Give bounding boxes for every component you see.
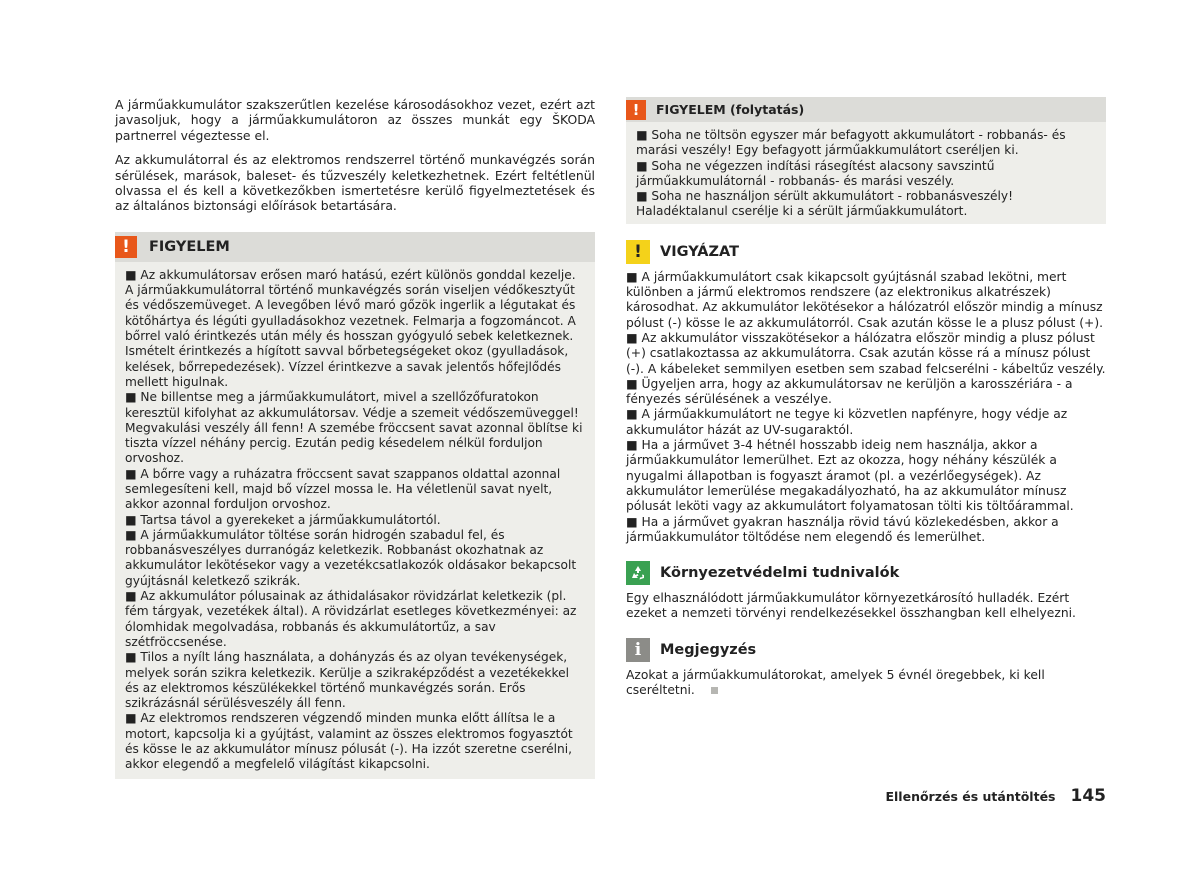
warning-item: ■ Ne billentse meg a járműakkumulátort, mivel a szellőzőfuratokon keresztül kifolyhat az akkumulátorsav. Védje a szemeit védőszemüveggel! Megvakulási veszély áll fenn! A szemébe fröccsent savat azonnal öblítse ki tiszta vízzel néhány percig. Ezután pedig késedelem nélkül forduljon orvoshoz. bbox=[125, 390, 583, 466]
footer-section: Ellenőrzés és utántöltés bbox=[885, 789, 1056, 804]
environment-header bbox=[626, 559, 1106, 587]
page-footer bbox=[885, 786, 1106, 806]
end-marker-icon bbox=[711, 687, 718, 694]
warning-title: FIGYELEM bbox=[149, 238, 230, 255]
warning-item: ■ A járműakkumulátor töltése során hidrogén szabadul fel, és robbanásveszélyes durranógáz keletkezik. Robbanást okozhatnak az akkumulátor lekötésekor vagy a vezetékcsatlakozók oldásakor bekapcsolt gyújtásnál keletkező szikrák. bbox=[125, 527, 577, 588]
warning-item: ■ Soha ne töltsön egyszer már befagyott akkumulátort - robbanás- és marási veszély! Egy befagyott járműakkumulátort cseréljen ki. bbox=[636, 128, 1066, 158]
intro-paragraph: Az akkumulátorral és az elektromos rendszerrel történő munkavégzés során sérülések, marások, baleset- és tűzveszély keletkezhetnek. Ezért feltétlenül olvassa el és kell a következőkben ismertetésre kerülő figyelmeztetések és az általános biztonsági előírások betartására. bbox=[115, 152, 595, 214]
warning-continued-body bbox=[626, 122, 1106, 224]
warning-continued-header bbox=[626, 97, 1106, 122]
caution-title: VIGYÁZAT bbox=[660, 243, 740, 260]
warning-item: ■ Az akkumulátorsav erősen maró hatású, ezért különös gonddal kezelje. A járműakkumulátorral történő munkavégzés során viseljen védőkesztyűt és védőszemüveget. A levegőben lévő maró gőzök ingerlik a légutakat és kötőhártya és légúti gyulladásokhoz vezetnek. Felmarja a fogzománcot. A bőrrel való érintkezés után mély és hosszan gyógyuló sebek keletkeznek. Ismételt érintkezés a hígított savval bőrbetegségeket okoz (gyulladások, kelések, bőrrepedezések). Vízzel érintkezve a savak jelentős hőfejlődés mellett higulnak. bbox=[125, 267, 576, 389]
caution-item: ■ Az akkumulátor visszakötésekor a hálózatra először mindig a plusz pólust (+) csatlakoztassa az akkumulátorra. Csak azután kösse rá a mínusz pólust (-). A kábeleket semmilyen esetben sem szabad felcserélni - kábeltűz veszély. bbox=[626, 330, 1106, 376]
info-icon: i bbox=[626, 638, 650, 662]
warning-item: ■ Tilos a nyílt láng használata, a dohányzás és az olyan tevékenységek, melyek során szikra keletkezik. Kerülje a szikraképződést a vezetékekkel és az elektromos készülékekkel történő munkavégzés során. Erős szikrázásnál sérülésveszély áll fenn. bbox=[125, 650, 569, 711]
caution-header bbox=[626, 238, 1106, 266]
warning-continued-box bbox=[626, 97, 1106, 224]
environment-body bbox=[626, 591, 1106, 622]
caution-item: ■ A járműakkumulátort csak kikapcsolt gyújtásnál szabad lekötni, mert különben a jármű elektromos rendszere (az elektronikus alkatrészek) károsodhat. Az akkumulátor lekötésekor a hálózatról először mindig a mínusz pólust (-) kösse le az akkumulátorról. Csak azután kösse le a plusz pólust (+). bbox=[626, 269, 1104, 330]
caution-item: ■ Ügyeljen arra, hogy az akkumulátorsav ne kerüljön a karosszériára - a fényezés sérülésének a veszélye. bbox=[626, 376, 1073, 407]
caution-body bbox=[626, 270, 1106, 545]
right-column bbox=[626, 97, 1106, 698]
warning-icon: ! bbox=[626, 100, 646, 120]
warning-item: ■ Soha ne használjon sérült akkumulátort - robbanásveszély! Haladéktalanul cserélje ki a sérült járműakkumulátort. bbox=[636, 189, 1014, 219]
warning-item: ■ Tartsa távol a gyerekeket a járműakkumulátortól. bbox=[125, 512, 441, 527]
note-title: Megjegyzés bbox=[660, 641, 757, 658]
note-header bbox=[626, 636, 1106, 664]
note-text-row bbox=[626, 668, 1106, 699]
environment-text: Egy elhasználódott járműakkumulátor környezetkárosító hulladék. Ezért ezeket a nemzeti törvényi rendelkezésekkel összhangban kell elhelyezni. bbox=[626, 591, 1076, 621]
warning-continued-title: FIGYELEM (folytatás) bbox=[656, 102, 805, 117]
caution-item: ■ Ha a járművet gyakran használja rövid távú közlekedésben, akkor a járműakkumulátor töltődése nem elegendő és lemerülhet. bbox=[626, 514, 1059, 544]
recycle-icon bbox=[626, 561, 650, 585]
intro-paragraph: A járműakkumulátor szakszerűtlen kezelése károsodásokhoz vezet, ezért azt javasoljuk, hogy a járműakkumulátoron az összes munkát egy ŠKODA partnerrel végeztesse el. bbox=[115, 97, 595, 143]
warning-item: ■ Az akkumulátor pólusainak az áthidalásakor rövidzárlat keletkezik (pl. fém tárgyak, vezetékek által). A rövidzárlat esetleges következményei: az ólomhidak megolvadása, robbanás és akkumulátortűz, a sav szétfröccsenése. bbox=[125, 589, 577, 649]
warning-item: ■ Az elektromos rendszeren végzendő minden munka előtt állítsa le a motort, kapcsolja ki a gyújtást, valamint az összes elektromos fogyasztót és kösse le az akkumulátor mínusz pólusát (-). Ha izzót szeretne cserélni, akkor elegendő a megfelelő világítást kikapcsolni. bbox=[125, 711, 573, 772]
left-column bbox=[115, 97, 595, 779]
warning-item: ■ Soha ne végezzen indítási rásegítést alacsony savszintű járműakkumulátornál - robbanás- és marási veszély. bbox=[636, 158, 995, 188]
caution-icon: ! bbox=[626, 240, 650, 264]
warning-header bbox=[115, 232, 595, 262]
environment-title: Környezetvédelmi tudnivalók bbox=[660, 565, 900, 582]
note-text: Azokat a járműakkumulátorokat, amelyek 5 évnél öregebbek, ki kell cseréltetni. bbox=[626, 667, 1045, 698]
warning-box bbox=[115, 232, 595, 779]
warning-icon: ! bbox=[115, 236, 137, 258]
note-body bbox=[626, 668, 1106, 699]
warning-item: ■ A bőrre vagy a ruházatra fröccsent savat szappanos oldattal azonnal semlegesíteni kell, majd bő vízzel mossa le. Ha véletlenül savat nyelt, akkor azonnal forduljon orvoshoz. bbox=[125, 466, 561, 512]
caution-item: ■ A járműakkumulátort ne tegye ki közvetlen napfényre, hogy védje az akkumulátor házát az UV-sugaraktól. bbox=[626, 407, 1068, 437]
page-number: 145 bbox=[1070, 786, 1106, 806]
warning-body bbox=[115, 262, 595, 779]
caution-item: ■ Ha a járművet 3-4 hétnél hosszabb ideig nem használja, akkor a járműakkumulátor lemerülhet. Ezt az okozza, hogy néhány készülék a nyugalmi állapotban is fogyaszt áramot (pl. a vezérlőegységek). Az akkumulátor lemerülése megakadályozható, ha az akkumulátor mínusz pólusát leköti vagy az akkumulátort folyamatosan tölti kis töltőárammal. bbox=[626, 438, 1074, 514]
